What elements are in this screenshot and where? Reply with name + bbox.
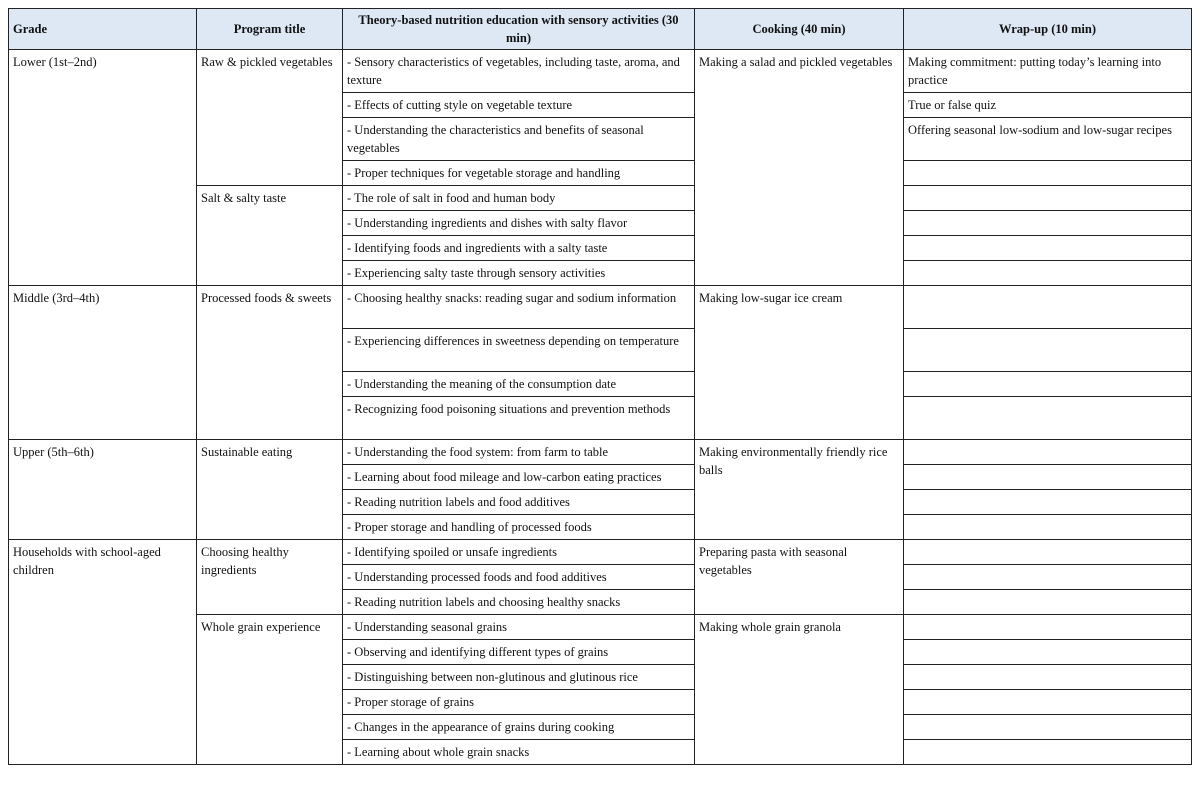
wrap-up-cell: [904, 261, 1192, 286]
header-grade: Grade: [9, 9, 197, 50]
wrap-up-cell: [904, 715, 1192, 740]
theory-cell: - Understanding processed foods and food additives: [343, 565, 695, 590]
wrap-up-cell: [904, 211, 1192, 236]
wrap-up-cell: [904, 186, 1192, 211]
header-program-title: Program title: [197, 9, 343, 50]
wrap-up-cell: [904, 665, 1192, 690]
grade-cell: Lower (1st–2nd): [9, 50, 197, 286]
wrap-up-cell: [904, 161, 1192, 186]
theory-cell: - Proper storage of grains: [343, 690, 695, 715]
header-theory: Theory-based nutrition education with sensory activities (30 min): [343, 9, 695, 50]
wrap-up-cell: [904, 490, 1192, 515]
table-row: [9, 440, 1192, 465]
table-wrapper: [8, 8, 1192, 765]
wrap-up-cell: [904, 740, 1192, 765]
theory-cell: - The role of salt in food and human body: [343, 186, 695, 211]
theory-cell: - Observing and identifying different types of grains: [343, 640, 695, 665]
theory-cell: - Reading nutrition labels and food additives: [343, 490, 695, 515]
header-cooking: Cooking (40 min): [695, 9, 904, 50]
wrap-up-cell: [904, 372, 1192, 397]
wrap-up-cell: [904, 329, 1192, 372]
theory-cell: - Reading nutrition labels and choosing healthy snacks: [343, 590, 695, 615]
theory-cell: - Learning about whole grain snacks: [343, 740, 695, 765]
wrap-up-cell: [904, 515, 1192, 540]
grade-cell: Households with school-aged children: [9, 540, 197, 765]
theory-cell: - Learning about food mileage and low-carbon eating practices: [343, 465, 695, 490]
theory-cell: - Understanding seasonal grains: [343, 615, 695, 640]
header-wrap-up: Wrap-up (10 min): [904, 9, 1192, 50]
theory-cell: - Understanding the meaning of the consumption date: [343, 372, 695, 397]
theory-cell: - Proper techniques for vegetable storage and handling: [343, 161, 695, 186]
theory-cell: - Understanding the characteristics and benefits of seasonal vegetables: [343, 118, 695, 161]
theory-cell: - Identifying spoiled or unsafe ingredients: [343, 540, 695, 565]
wrap-up-cell: [904, 640, 1192, 665]
theory-cell: - Distinguishing between non-glutinous and glutinous rice: [343, 665, 695, 690]
theory-cell: - Changes in the appearance of grains during cooking: [343, 715, 695, 740]
theory-cell: - Experiencing differences in sweetness depending on temperature: [343, 329, 695, 372]
wrap-up-cell: [904, 397, 1192, 440]
wrap-up-cell: True or false quiz: [904, 93, 1192, 118]
theory-cell: - Proper storage and handling of processed foods: [343, 515, 695, 540]
theory-cell: - Effects of cutting style on vegetable texture: [343, 93, 695, 118]
wrap-up-cell: [904, 465, 1192, 490]
theory-cell: - Identifying foods and ingredients with a salty taste: [343, 236, 695, 261]
cooking-cell: Making environmentally friendly rice balls: [695, 440, 904, 540]
table-row: [9, 50, 1192, 93]
program-title-cell: Sustainable eating: [197, 440, 343, 540]
wrap-up-cell: Offering seasonal low-sodium and low-sugar recipes: [904, 118, 1192, 161]
wrap-up-cell: [904, 540, 1192, 565]
grade-cell: Middle (3rd–4th): [9, 286, 197, 440]
wrap-up-cell: [904, 440, 1192, 465]
wrap-up-cell: [904, 690, 1192, 715]
cooking-cell: Making a salad and pickled vegetables: [695, 50, 904, 286]
theory-cell: - Understanding the food system: from farm to table: [343, 440, 695, 465]
theory-cell: - Experiencing salty taste through sensory activities: [343, 261, 695, 286]
program-title-cell: Salt & salty taste: [197, 186, 343, 286]
wrap-up-cell: [904, 590, 1192, 615]
program-table: [8, 8, 1192, 765]
table-row: [9, 540, 1192, 565]
program-title-cell: Processed foods & sweets: [197, 286, 343, 440]
wrap-up-cell: [904, 236, 1192, 261]
header-row: [9, 9, 1192, 50]
cooking-cell: Making whole grain granola: [695, 615, 904, 765]
theory-cell: - Recognizing food poisoning situations and prevention methods: [343, 397, 695, 440]
theory-cell: - Choosing healthy snacks: reading sugar and sodium information: [343, 286, 695, 329]
cooking-cell: Preparing pasta with seasonal vegetables: [695, 540, 904, 615]
cooking-cell: Making low-sugar ice cream: [695, 286, 904, 440]
grade-cell: Upper (5th–6th): [9, 440, 197, 540]
theory-cell: - Sensory characteristics of vegetables, including taste, aroma, and texture: [343, 50, 695, 93]
wrap-up-cell: [904, 615, 1192, 640]
table-row: [9, 286, 1192, 329]
wrap-up-cell: [904, 565, 1192, 590]
theory-cell: - Understanding ingredients and dishes with salty flavor: [343, 211, 695, 236]
wrap-up-cell: [904, 286, 1192, 329]
program-title-cell: Choosing healthy ingredients: [197, 540, 343, 615]
program-title-cell: Raw & pickled vegetables: [197, 50, 343, 186]
wrap-up-cell: Making commitment: putting today’s learning into practice: [904, 50, 1192, 93]
program-title-cell: Whole grain experience: [197, 615, 343, 765]
